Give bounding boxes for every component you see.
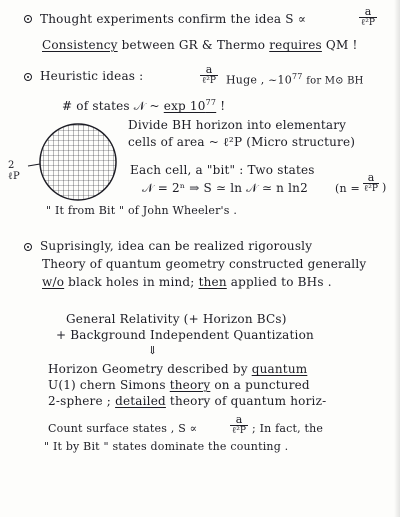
hg-count-den: ℓ²P [232,426,246,436]
hg-l2a: U(1) chern Simons [48,378,166,392]
b2-huge-tail: for M⊙ BH [306,75,364,87]
gr-down-arrow: ⇓ [148,344,158,357]
b1-between: between GR & Thermo [121,38,266,52]
b2-states-pre: # of states 𝒩 ~ [62,99,160,113]
hg-line2 [48,378,310,392]
b3-line3 [42,275,332,289]
hg-count: Count surface states , S ∝ [48,422,198,435]
b1-line2 [42,38,357,52]
b1-frac-den: ℓ²P [361,18,375,28]
hg-line1 [48,362,307,376]
hg-last: " It by Bit " states dominate the counting . [44,440,289,453]
bullet-2 [24,73,32,81]
b1-frac-num: a [359,6,377,18]
b2-n-post: ) [382,181,387,194]
b3-line1: Suprisingly, idea can be realized rigorously [40,239,313,253]
b1-consistency: Consistency [42,38,118,52]
b2-bang: ! [220,99,226,113]
b2-it-from-bit: " It from Bit " of John Wheeler's . [46,204,238,217]
b2-formula-n [335,182,360,196]
hg-in-fact: ; In fact, the [252,422,324,435]
bullet-3 [24,243,32,251]
gr-line2: + Background Independent Quantization [56,328,314,342]
b2-frac-num: a [200,64,218,76]
b2-huge-exp: 77 [291,72,303,81]
hg-l1a: Horizon Geometry described by [48,362,248,376]
b2-exp-text: exp 10 [163,99,206,113]
b2-lead: Heuristic ideas : [40,69,144,83]
b3-then: then [198,275,227,289]
b3-line2: Theory of quantum geometry constructed generally [42,257,367,271]
sphere-sketch [8,120,138,210]
hg-l3c: theory of quantum horiz- [169,394,327,408]
b2-n-den: ℓ²P [364,184,378,194]
b2-each-cell: Each cell, a "bit" : Two states [130,163,315,177]
b2-n-fraction [363,172,379,195]
bullet-1 [24,15,32,23]
hg-count-fraction [230,414,248,437]
hg-l3a: 2-sphere ; [48,394,112,408]
hg-quantum: quantum [251,362,308,376]
b2-huge [226,70,364,89]
b2-fraction [200,64,218,87]
b3-wo: w/o [42,275,65,289]
b2-side-label: 2 ℓP [8,160,20,182]
page-edge-shadow [394,0,400,517]
b1-qm: QM ! [325,38,358,52]
hg-theory: theory [169,378,211,392]
b2-n-num: a [363,172,379,184]
hg-detailed: detailed [115,394,166,408]
b2-states [62,96,225,113]
hg-count-num: a [230,414,248,426]
hg-line3 [48,394,326,408]
b3-applied: applied to BHs . [230,275,332,289]
b2-divide1: Divide BH horizon into elementary [128,118,347,132]
b2-frac-den: ℓ²P [202,76,216,86]
b2-n-pre: (n = [335,182,360,195]
b2-formula: 𝒩 = 2ⁿ ⇒ S ≃ ln 𝒩 ≃ n ln2 [142,181,308,195]
b2-states-exp [164,99,216,113]
hg-l2c: on a punctured [214,378,310,392]
b1-line1: Thought experiments confirm the idea S ∝ [40,12,307,26]
gr-line1: General Relativity (+ Horizon BCs) [66,312,287,326]
b3-black-holes: black holes in mind; [68,275,195,289]
b2-exp-sup: 77 [205,98,217,107]
b1-requires: requires [269,38,322,52]
b2-huge-text: Huge , ~10 [226,73,292,87]
b2-divide2: cells of area ~ ℓ²P (Micro structure) [128,135,356,149]
b1-fraction [359,6,377,29]
